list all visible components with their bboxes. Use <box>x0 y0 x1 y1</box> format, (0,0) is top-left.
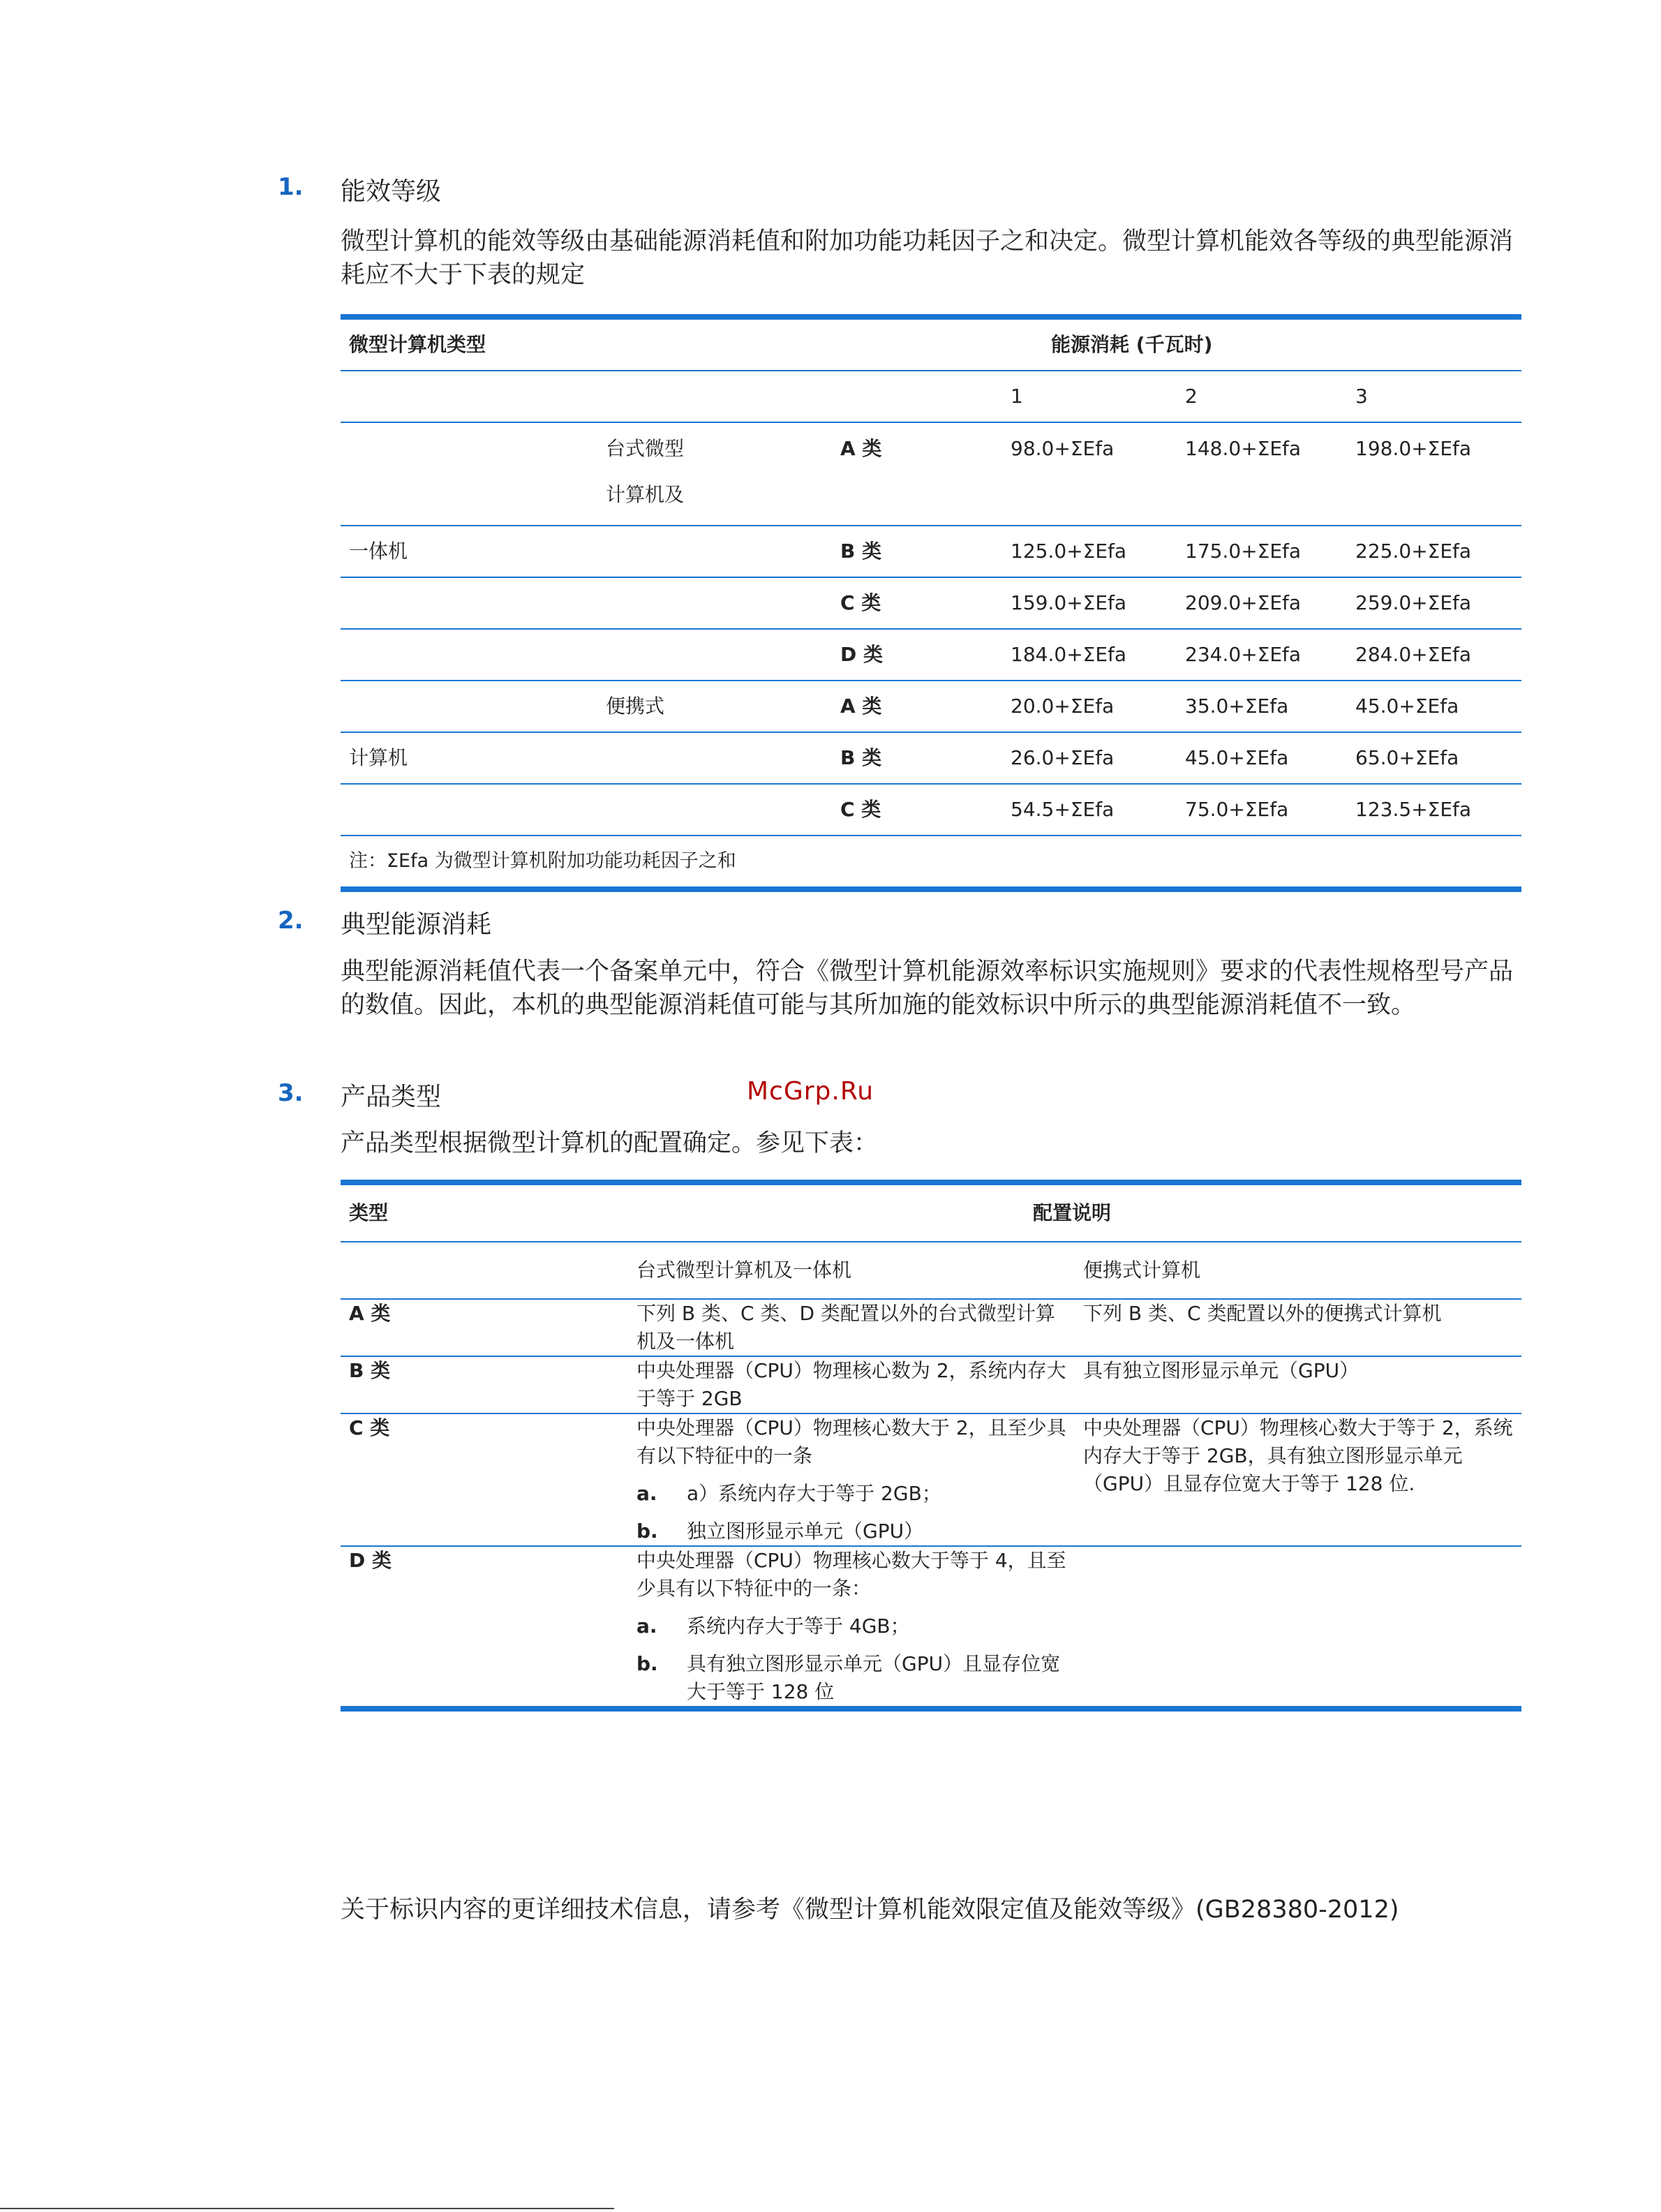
table-row <box>341 1299 1521 1356</box>
type-cell: A 类 <box>341 1299 628 1356</box>
class-cell: C 类 <box>832 784 1002 836</box>
col-desktop-label: 台式微型计算机及一体机 <box>628 1242 1075 1299</box>
portable-label-line1: 便携式 <box>588 681 832 732</box>
type-cell: D 类 <box>349 1549 392 1572</box>
level-2-label: 2 <box>1177 371 1347 422</box>
level-3-label: 3 <box>1347 371 1521 422</box>
desktop-label-line2: 计算机及 <box>606 483 685 506</box>
value-cell: 234.0+ΣEfa <box>1177 629 1347 681</box>
table-row <box>341 577 1521 629</box>
desktop-cell-text: 中央处理器（CPU）物理核心数大于等于 4，且至少具有以下特征中的一条： <box>636 1549 1066 1600</box>
type-cell: C 类 <box>341 1413 628 1546</box>
header-type: 类型 <box>341 1182 628 1242</box>
table-row <box>341 1356 1521 1413</box>
desktop-label-line1: 台式微型 <box>606 437 685 460</box>
desktop-label-line3: 一体机 <box>341 526 588 577</box>
level-header-row <box>341 371 1521 422</box>
section-3-title: 产品类型 <box>341 1083 442 1111</box>
value-cell: 184.0+ΣEfa <box>1002 629 1177 681</box>
section-1-number: 1. <box>278 173 304 201</box>
header-computer-type: 微型计算机类型 <box>341 317 1002 371</box>
class-cell: D 类 <box>832 629 1002 681</box>
section-2-number: 2. <box>278 907 304 935</box>
table-header-row <box>341 317 1521 371</box>
value-cell: 45.0+ΣEfa <box>1177 732 1347 784</box>
table-row <box>341 732 1521 784</box>
type-cell: B 类 <box>341 1356 628 1413</box>
table-row <box>341 526 1521 577</box>
class-cell: C 类 <box>832 577 1002 629</box>
class-cell: B 类 <box>832 732 1002 784</box>
table-row <box>341 422 1521 526</box>
table-row <box>341 1546 1521 1709</box>
sub-item <box>636 1650 1066 1706</box>
value-cell: 209.0+ΣEfa <box>1177 577 1347 629</box>
table-row <box>341 784 1521 836</box>
subheader-row <box>341 1242 1521 1299</box>
value-cell: 35.0+ΣEfa <box>1177 681 1347 732</box>
value-cell: 123.5+ΣEfa <box>1347 784 1521 836</box>
table-row <box>341 1413 1521 1546</box>
watermark: McGrp.Ru <box>747 1077 874 1106</box>
value-cell: 65.0+ΣEfa <box>1347 732 1521 784</box>
value-cell: 45.0+ΣEfa <box>1347 681 1521 732</box>
sub-item-text: 具有独立图形显示单元（GPU）且显存位宽大于等于 128 位 <box>687 1652 1061 1703</box>
desktop-cell-text: 中央处理器（CPU）物理核心数大于 2，且至少具有以下特征中的一条 <box>636 1416 1066 1467</box>
value-cell: 148.0+ΣEfa <box>1177 422 1347 526</box>
value-cell: 175.0+ΣEfa <box>1177 526 1347 577</box>
section-1-title: 能效等级 <box>341 177 442 206</box>
table-note: 注：ΣEfa 为微型计算机附加功能功耗因子之和 <box>349 850 736 872</box>
sub-item-text: a）系统内存大于等于 2GB； <box>687 1482 941 1505</box>
section-1-text: 微型计算机的能效等级由基础能源消耗值和附加功能功耗因子之和决定。微型计算机能效各等级的典型能源消耗应不大于下表的规定 <box>341 228 1514 289</box>
product-type-table <box>341 1180 1521 1712</box>
value-cell: 75.0+ΣEfa <box>1177 784 1347 836</box>
section-2-text: 典型能源消耗值代表一个备案单元中，符合《微型计算机能源效率标识实施规则》要求的代表性规格型号产品的数值。因此，本机的典型能源消耗值可能与其所加施的能效标识中所示的典型能源消耗值不一致。 <box>341 958 1514 1019</box>
value-cell: 159.0+ΣEfa <box>1002 577 1177 629</box>
sub-item <box>636 1612 1066 1640</box>
value-cell: 98.0+ΣEfa <box>1002 422 1177 526</box>
desktop-cell: 中央处理器（CPU）物理核心数为 2，系统内存大于等于 2GB <box>628 1356 1075 1413</box>
value-cell: 225.0+ΣEfa <box>1347 526 1521 577</box>
sub-item-label: a. <box>636 1615 657 1638</box>
class-cell: A 类 <box>832 681 1002 732</box>
sub-item <box>636 1517 1066 1545</box>
header-energy-consumption: 能源消耗 (千瓦时) <box>1002 317 1521 371</box>
header-config-description: 配置说明 <box>628 1182 1521 1242</box>
sub-item-label: b. <box>636 1520 658 1543</box>
table-header-row <box>341 1182 1521 1242</box>
sub-item <box>636 1480 1066 1508</box>
class-cell: B 类 <box>832 526 1002 577</box>
level-1-label: 1 <box>1002 371 1177 422</box>
portable-cell: 下列 B 类、C 类配置以外的便携式计算机 <box>1075 1299 1521 1356</box>
footer-reference-text: 关于标识内容的更详细技术信息，请参考《微型计算机能效限定值及能效等级》(GB28380-2012) <box>341 1896 1399 1924</box>
sub-item-label: a. <box>636 1482 657 1505</box>
value-cell: 125.0+ΣEfa <box>1002 526 1177 577</box>
desktop-cell: 下列 B 类、C 类、D 类配置以外的台式微型计算机及一体机 <box>628 1299 1075 1356</box>
section-2-title: 典型能源消耗 <box>341 910 492 939</box>
portable-cell: 具有独立图形显示单元（GPU） <box>1075 1356 1521 1413</box>
value-cell: 198.0+ΣEfa <box>1347 422 1521 526</box>
portable-label-line2: 计算机 <box>341 732 588 784</box>
class-cell: A 类 <box>832 422 1002 526</box>
sub-item-text: 系统内存大于等于 4GB； <box>687 1615 910 1638</box>
footer-divider <box>0 2208 614 2209</box>
portable-cell: 中央处理器（CPU）物理核心数大于等于 2，系统内存大于等于 2GB，具有独立图形显示单元（GPU）且显存位宽大于等于 128 位. <box>1075 1413 1521 1546</box>
value-cell: 54.5+ΣEfa <box>1002 784 1177 836</box>
sub-item-label: b. <box>636 1652 658 1675</box>
table-row <box>341 629 1521 681</box>
sub-item-text: 独立图形显示单元（GPU） <box>687 1520 924 1543</box>
table-row <box>341 681 1521 732</box>
table-note-row <box>341 836 1521 889</box>
section-3-number: 3. <box>278 1079 304 1107</box>
value-cell: 20.0+ΣEfa <box>1002 681 1177 732</box>
value-cell: 284.0+ΣEfa <box>1347 629 1521 681</box>
desktop-cell <box>628 1413 1075 1546</box>
value-cell: 259.0+ΣEfa <box>1347 577 1521 629</box>
section-3-text: 产品类型根据微型计算机的配置确定。参见下表： <box>341 1129 879 1157</box>
portable-cell <box>1075 1546 1521 1709</box>
energy-consumption-table <box>341 314 1521 892</box>
value-cell: 26.0+ΣEfa <box>1002 732 1177 784</box>
col-portable-label: 便携式计算机 <box>1075 1242 1521 1299</box>
desktop-cell <box>628 1546 1075 1709</box>
